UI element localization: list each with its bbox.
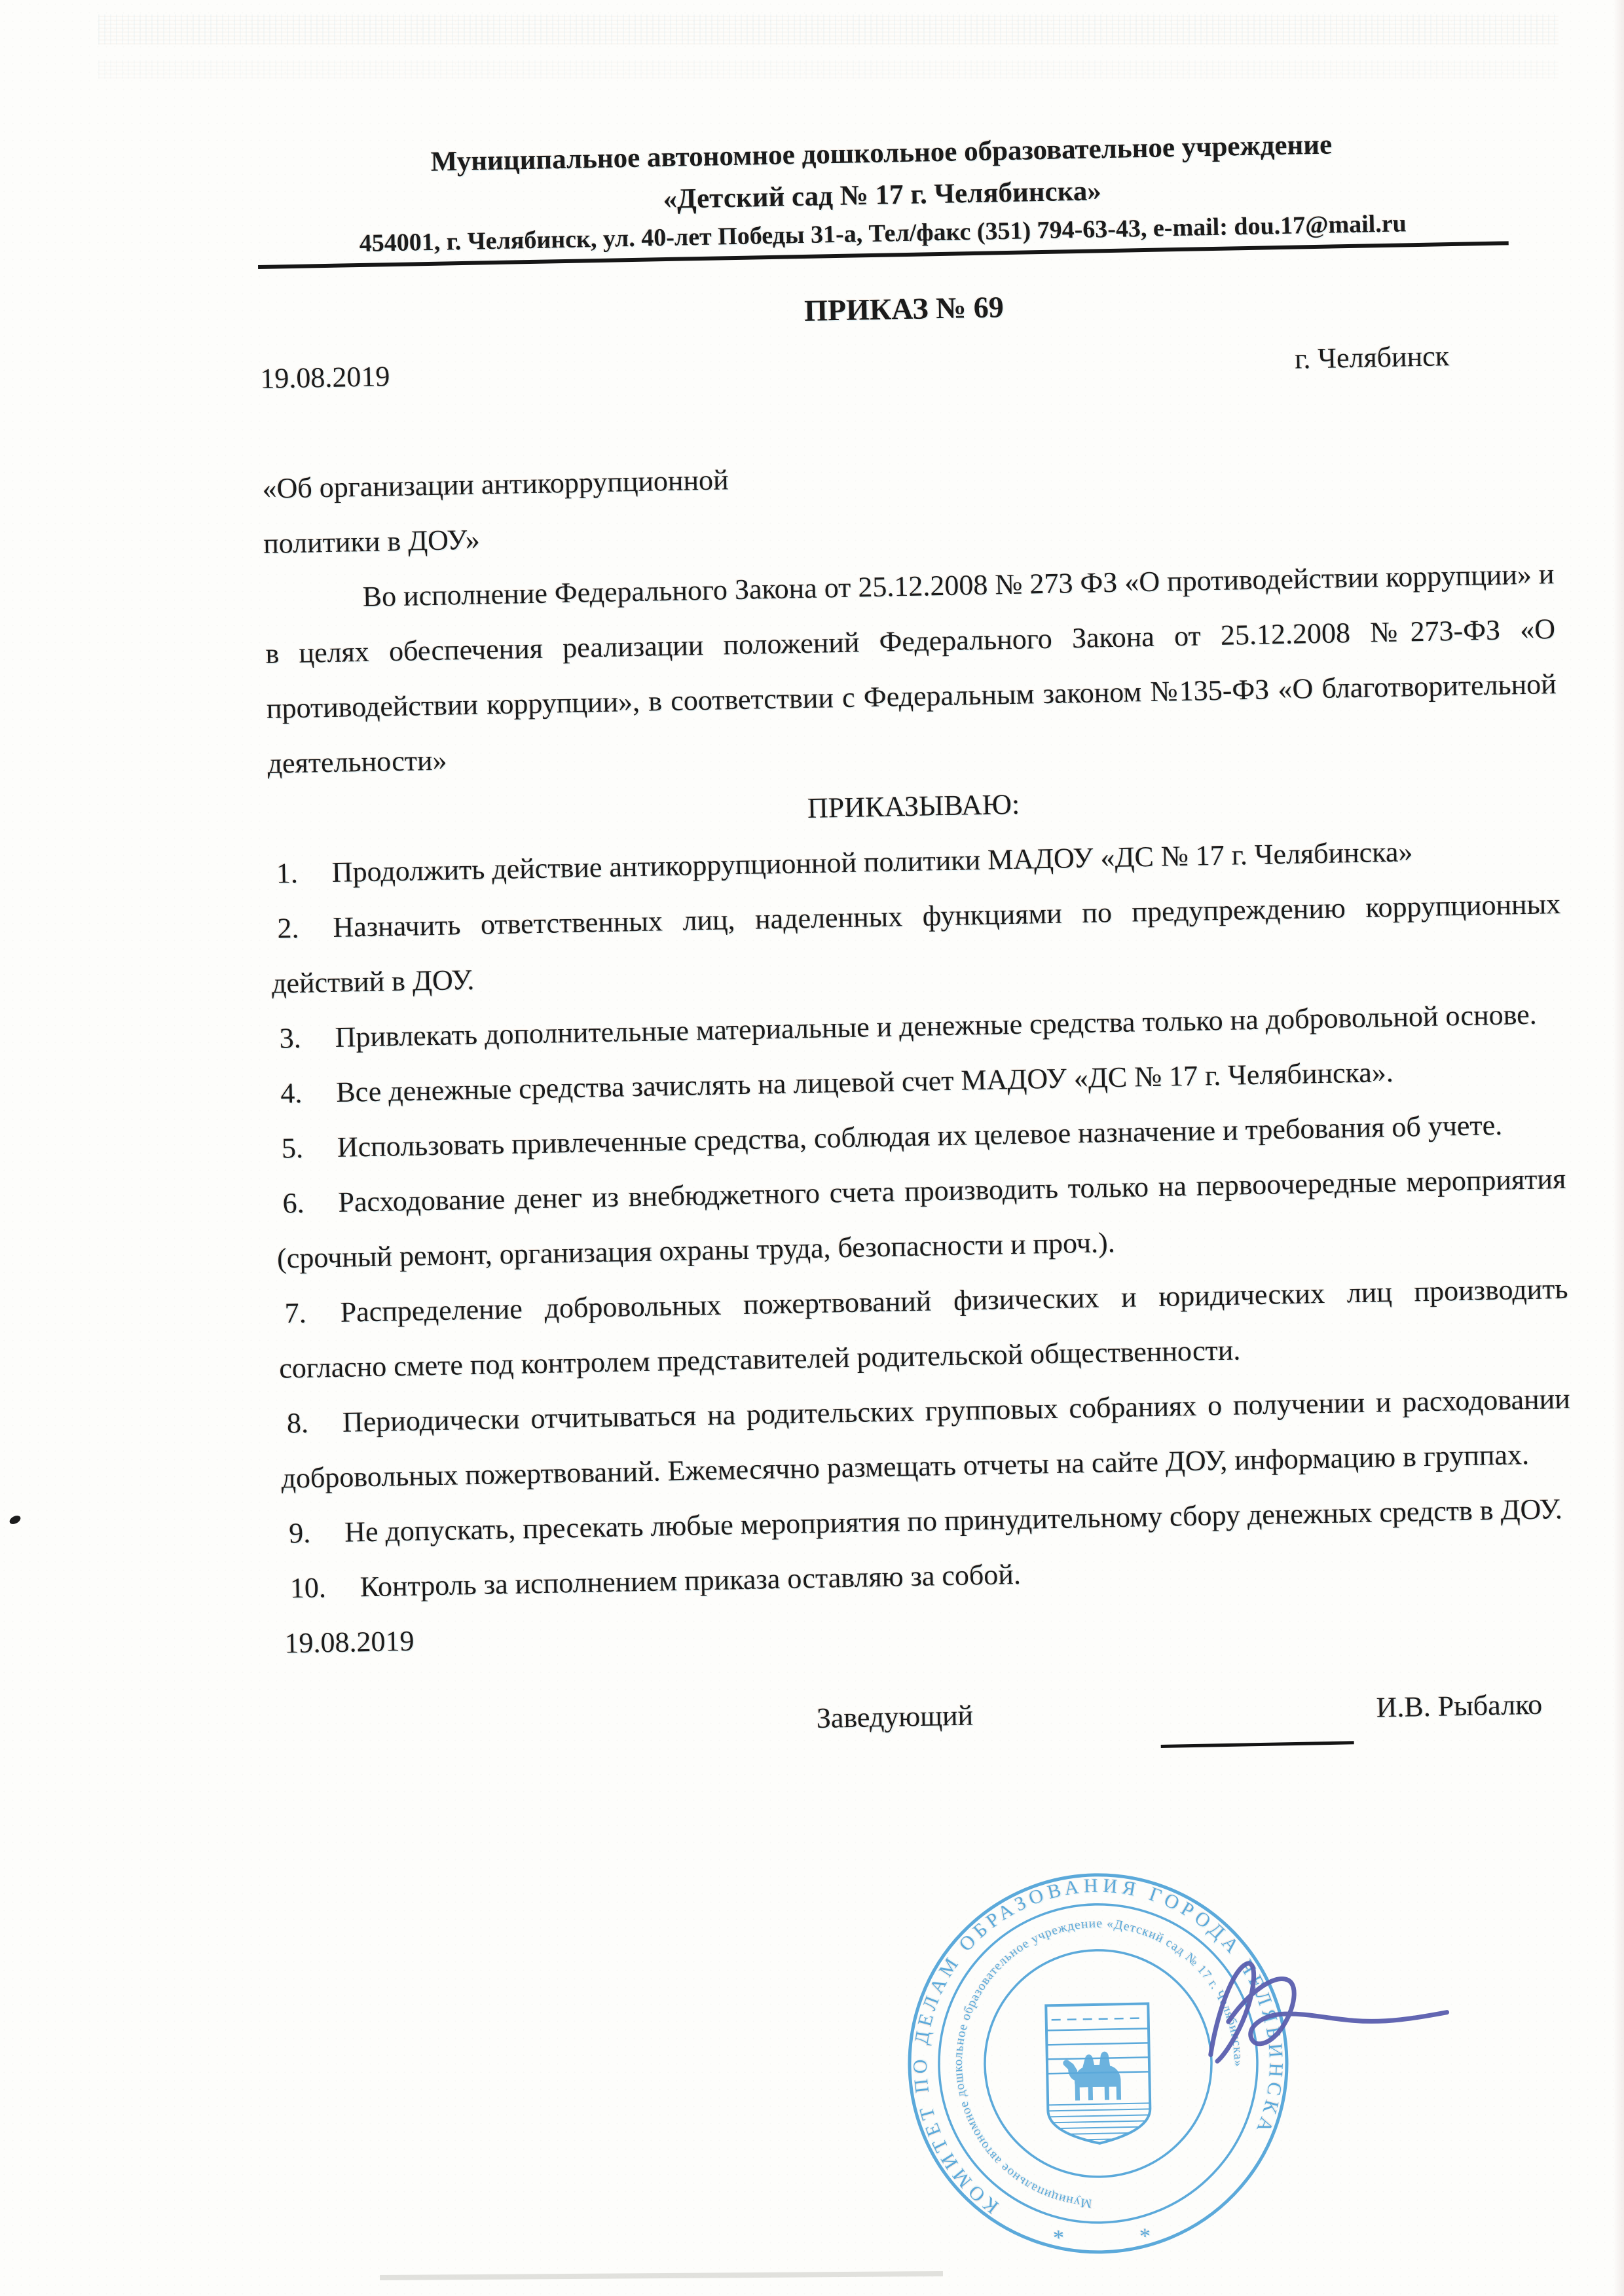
item-text: Использовать привлеченные средства, соблюдая их целевое назначение и требования об учете. — [337, 1108, 1503, 1163]
item-number: 5. — [281, 1131, 304, 1165]
stamp-star-left: * — [1052, 2225, 1065, 2251]
item-number: 7. — [284, 1296, 307, 1330]
item-text: Назначить ответственных лиц, наделенных функциями по предупреждению коррупционных действий в ДОУ. — [271, 887, 1561, 1000]
subject-line1: «Об организации антикоррупционной — [262, 464, 729, 505]
item-number: 4. — [280, 1076, 303, 1110]
item-text: Все денежные средства зачислять на лицевой счет МАДОУ «ДС № 17 г. Челябинска». — [335, 1055, 1394, 1108]
item-text: Контроль за исполнением приказа оставляю за собой. — [360, 1558, 1022, 1603]
date-city-row — [260, 337, 1450, 399]
stamp-inner-text: Муниципальное автономное дошкольное образовательное учреждение «Детский сад № 17 г. Челябинска» — [951, 1916, 1246, 2210]
resolution-word: ПРИКАЗЫВАЮ: — [807, 788, 1020, 825]
stamp-star-right: * — [1139, 2224, 1151, 2249]
item-number: 3. — [279, 1021, 302, 1055]
order-title: ПРИКАЗ № 69 — [803, 290, 1005, 327]
item-number: 8. — [286, 1406, 309, 1440]
stamp-outer-text: КОМИТЕТ ПО ДЕЛАМ ОБРАЗОВАНИЯ ГОРОДА ЧЕЛЯБИНСКА — [909, 1874, 1287, 2218]
coat-of-arms-icon — [1046, 2003, 1151, 2144]
order-body — [264, 547, 1575, 1671]
organization-name-line1: Муниципальное автономное дошкольное образовательное учреждение — [430, 129, 1333, 177]
organization-address: 454001, г. Челябинск, ул. 40-лет Победы 31-а, Тел/факс (351) 794-63-43, e-mail: dou.17@mail.ru — [359, 210, 1407, 258]
item-text: Расходование денег из внебюджетного счета производить только на первоочередные мероприятия (срочный ремонт, организация охраны труда, безопасности и проч.). — [276, 1162, 1566, 1275]
item-number: 6. — [282, 1186, 305, 1220]
item-text: Не допускать, пресекать любые мероприятия по принудительному сбору денежных средств в ДОУ. — [344, 1493, 1563, 1548]
preamble: Во исполнение Федерального Закона от 25.12.2008 № 273 ФЗ «О противодействии коррупции» и в целях обеспечения реализации положений Федерального Закона от 25.12.2008 №273-ФЗ «О противодействии коррупции», в соответствии с Федеральным законом №135-ФЗ «О благотворительной деятельности» — [265, 558, 1557, 780]
item-number: 2. — [277, 911, 299, 945]
item-number: 10. — [289, 1571, 327, 1605]
signature-row — [286, 1675, 1578, 1798]
item-text: Периодически отчитываться на родительских групповых собраниях о получении и расходовании добровольных пожертвований. Ежемесячно размещать отчеты на сайте ДОУ, информацию в группах. — [281, 1382, 1571, 1495]
item-text: Продолжить действие антикоррупционной политики МАДОУ «ДС № 17 г. Челябинска» — [331, 835, 1413, 888]
subject-line2: политики в ДОУ» — [263, 523, 481, 560]
signer-name: И.В. Рыбалко — [1376, 1688, 1543, 1724]
signature-line — [1161, 1741, 1354, 1748]
item-text: Распределение добровольных пожертвований физических и юридических лиц производить согласно смете под контролем представителей родительской общественности. — [278, 1272, 1568, 1385]
signature-date: 19.08.2019 — [284, 1624, 415, 1660]
organization-name-line2: «Детский сад № 17 г. Челябинска» — [663, 175, 1102, 215]
item-number: 1. — [276, 857, 299, 890]
order-date: 19.08.2019 — [259, 360, 390, 395]
item-text: Привлекать дополнительные материальные и денежные средства только на добровольной основе. — [335, 998, 1538, 1053]
item-number: 9. — [288, 1516, 311, 1550]
signature — [1181, 1938, 1492, 2094]
letterhead — [255, 120, 1508, 269]
order-city: г. Челябинск — [1294, 340, 1450, 375]
signer-role: Заведующий — [816, 1699, 974, 1735]
